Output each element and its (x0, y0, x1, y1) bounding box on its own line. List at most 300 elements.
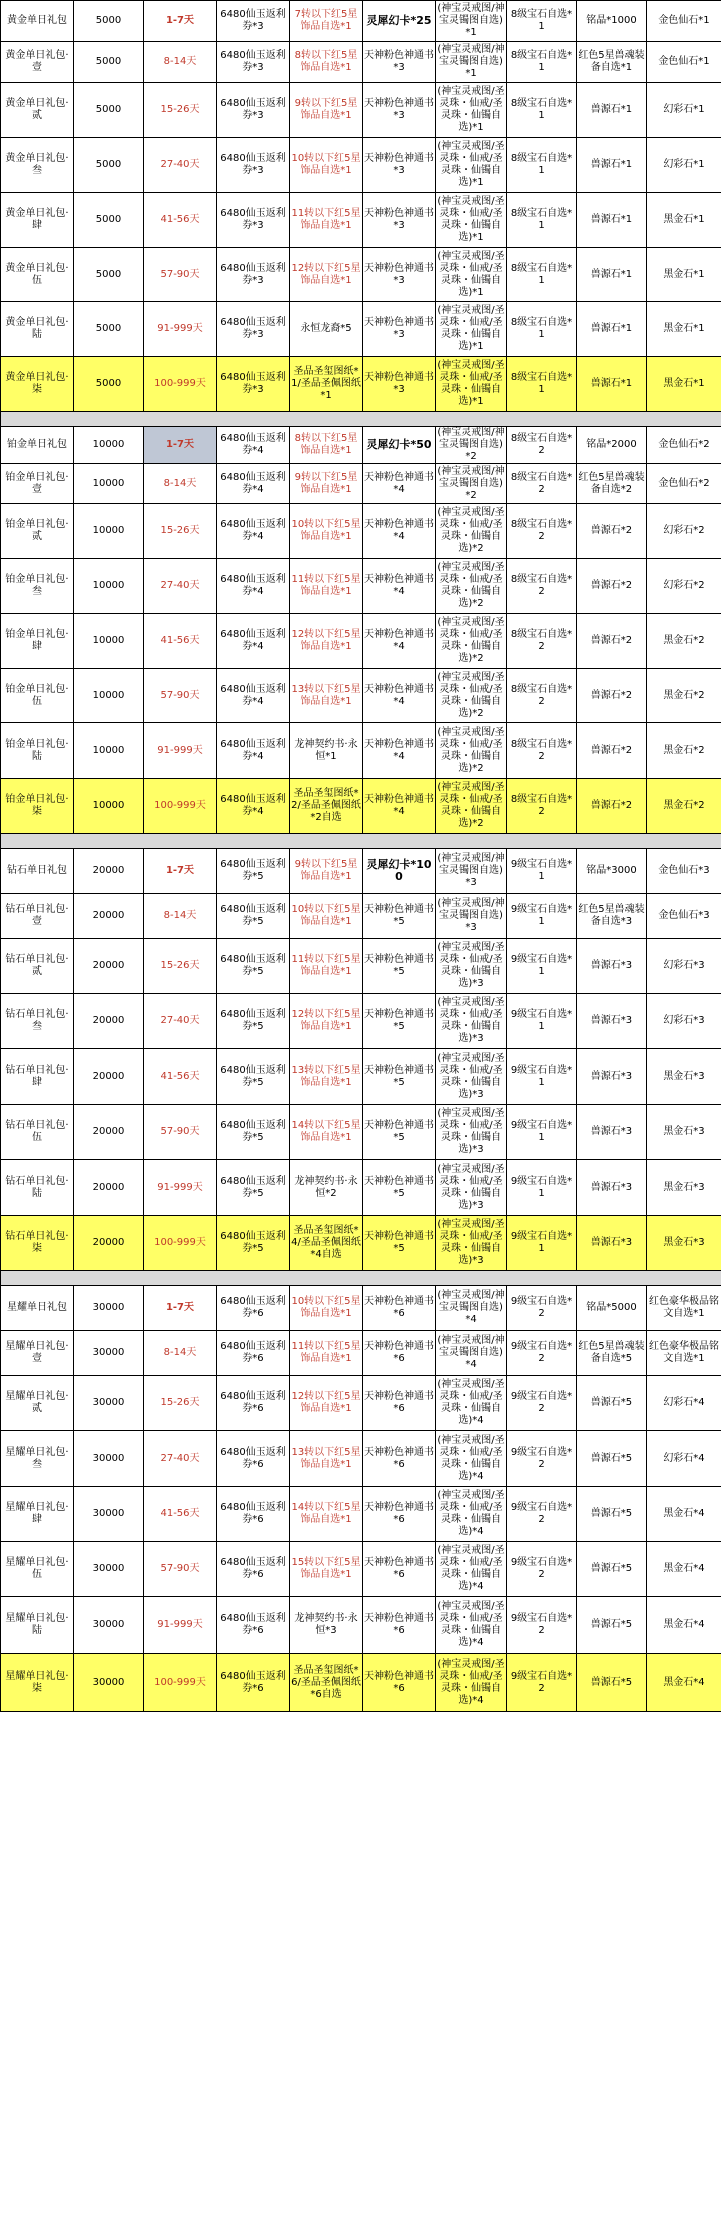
table-row (1, 723, 721, 779)
days-cell: 91-999天 (144, 1160, 217, 1216)
gift-pack-table-body (1, 1, 721, 1712)
material-reward-cell: 兽源石*3 (577, 1160, 647, 1216)
stone-reward-cell: 幻彩石*1 (647, 83, 721, 138)
material-reward-cell: 兽源石*3 (577, 1216, 647, 1271)
material-reward-cell: 兽源石*2 (577, 723, 647, 779)
card-reward-cell: 天神粉色神通书*4 (363, 559, 436, 614)
card-reward-cell: 天神粉色神通书*5 (363, 1049, 436, 1105)
price-cell: 10000 (74, 669, 144, 723)
rebate-voucher-cell: 6480仙玉返利券*6 (217, 1597, 290, 1654)
pack-name-cell: 铂金单日礼包·叁 (1, 559, 74, 614)
rebate-voucher-cell: 6480仙玉返利券*6 (217, 1487, 290, 1542)
rebate-voucher-cell: 6480仙玉返利券*5 (217, 849, 290, 894)
stone-reward-cell: 黑金石*3 (647, 1160, 721, 1216)
pack-name-cell: 钻石单日礼包·柒 (1, 1216, 74, 1271)
price-cell: 20000 (74, 1049, 144, 1105)
treasure-map-cell: (神宝灵戒图/圣灵珠・仙戒/圣灵珠・仙镯自选)*3 (436, 1216, 507, 1271)
gem-reward-cell: 9级宝石自选*2 (507, 1654, 577, 1712)
treasure-map-cell: (神宝灵戒图/神宝灵镯图自选)*4 (436, 1331, 507, 1376)
stone-reward-cell: 金色仙石*2 (647, 427, 721, 464)
price-cell: 30000 (74, 1431, 144, 1487)
material-reward-cell: 铭晶*1000 (577, 1, 647, 42)
material-reward-cell: 红色5星兽魂装备自选*3 (577, 894, 647, 939)
accessory-reward-cell: 11转以下红5星饰品自选*1 (290, 1331, 363, 1376)
table-row (1, 939, 721, 994)
accessory-reward-cell: 15转以下红5星饰品自选*1 (290, 1542, 363, 1597)
accessory-reward-cell: 10转以下红5星饰品自选*1 (290, 1286, 363, 1331)
pack-name-cell: 铂金单日礼包·伍 (1, 669, 74, 723)
days-cell: 15-26天 (144, 1376, 217, 1431)
stone-reward-cell: 幻彩石*4 (647, 1376, 721, 1431)
days-cell: 27-40天 (144, 559, 217, 614)
pack-name-cell: 黄金单日礼包·肆 (1, 193, 74, 248)
price-cell: 5000 (74, 42, 144, 83)
table-row (1, 779, 721, 834)
material-reward-cell: 兽源石*3 (577, 994, 647, 1049)
stone-reward-cell: 幻彩石*4 (647, 1431, 721, 1487)
card-reward-cell: 天神粉色神通书*3 (363, 193, 436, 248)
rebate-voucher-cell: 6480仙玉返利券*4 (217, 669, 290, 723)
card-reward-cell: 天神粉色神通书*5 (363, 1105, 436, 1160)
days-cell: 8-14天 (144, 894, 217, 939)
price-cell: 10000 (74, 723, 144, 779)
table-row (1, 894, 721, 939)
treasure-map-cell: (神宝灵戒图/神宝灵镯图自选)*2 (437, 427, 505, 462)
rebate-voucher-cell: 6480仙玉返利券*6 (217, 1542, 290, 1597)
stone-reward-cell: 黑金石*1 (647, 193, 721, 248)
gem-reward-cell: 9级宝石自选*1 (507, 939, 577, 994)
price-cell: 30000 (74, 1542, 144, 1597)
gem-reward-cell: 9级宝石自选*2 (507, 1487, 577, 1542)
group-separator-row (1, 834, 721, 849)
card-reward-cell: 天神粉色神通书*5 (363, 939, 436, 994)
stone-reward-cell: 幻彩石*3 (647, 994, 721, 1049)
gem-reward-cell: 8级宝石自选*1 (507, 248, 577, 302)
rebate-voucher-cell: 6480仙玉返利券*3 (217, 248, 290, 302)
table-row (1, 1286, 721, 1331)
days-cell: 91-999天 (144, 723, 217, 779)
price-cell: 20000 (74, 1160, 144, 1216)
treasure-map-cell: (神宝灵戒图/圣灵珠・仙戒/圣灵珠・仙镯自选)*2 (436, 559, 507, 614)
material-reward-cell: 兽源石*2 (577, 559, 647, 614)
card-reward-cell: 天神粉色神通书*4 (363, 464, 436, 504)
group-separator-cell (1, 834, 721, 849)
pack-name-cell: 黄金单日礼包·陆 (1, 302, 74, 357)
rebate-voucher-cell: 6480仙玉返利券*3 (217, 1, 290, 42)
stone-reward-cell: 金色仙石*1 (647, 42, 721, 83)
card-reward-cell: 天神粉色神通书*4 (363, 779, 436, 834)
table-row (1, 357, 721, 412)
accessory-reward-cell: 9转以下红5星饰品自选*1 (290, 83, 363, 138)
pack-name-cell: 钻石单日礼包·壹 (1, 894, 74, 939)
card-reward-cell: 天神粉色神通书*5 (363, 894, 436, 939)
price-cell: 20000 (74, 1216, 144, 1271)
rebate-voucher-cell: 6480仙玉返利券*4 (217, 427, 290, 464)
group-separator-cell (1, 412, 721, 427)
material-reward-cell: 红色5星兽魂装备自选*2 (577, 464, 647, 504)
days-cell: 8-14天 (144, 1331, 217, 1376)
stone-reward-cell: 黑金石*2 (647, 614, 721, 669)
price-cell: 30000 (74, 1286, 144, 1331)
stone-reward-cell: 金色仙石*1 (647, 1, 721, 42)
treasure-map-cell: (神宝灵戒图/神宝灵镯图自选)*1 (436, 1, 507, 42)
pack-name-cell: 星耀单日礼包·贰 (1, 1376, 74, 1431)
pack-name-cell: 铂金单日礼包·贰 (1, 504, 74, 559)
material-reward-cell: 兽源石*5 (577, 1487, 647, 1542)
gem-reward-cell: 8级宝石自选*2 (507, 559, 577, 614)
gem-reward-cell: 8级宝石自选*2 (507, 464, 577, 504)
table-row (1, 1597, 721, 1654)
rebate-voucher-cell: 6480仙玉返利券*5 (217, 1049, 290, 1105)
card-reward-cell: 天神粉色神通书*5 (363, 1160, 436, 1216)
card-reward-cell: 天神粉色神通书*5 (363, 994, 436, 1049)
pack-name-cell: 黄金单日礼包·柒 (1, 357, 74, 412)
table-row (1, 559, 721, 614)
price-cell: 20000 (74, 1105, 144, 1160)
price-cell: 20000 (74, 849, 144, 894)
accessory-reward-cell: 圣品圣玺图纸*4/圣品圣佩图纸*4自选 (290, 1216, 363, 1271)
material-reward-cell: 铭晶*3000 (577, 849, 647, 894)
pack-name-cell: 铂金单日礼包·肆 (1, 614, 74, 669)
gem-reward-cell: 8级宝石自选*1 (507, 138, 577, 193)
pack-name-cell: 星耀单日礼包·壹 (1, 1331, 74, 1376)
days-cell: 100-999天 (144, 1216, 217, 1271)
price-cell: 10000 (74, 464, 144, 504)
pack-name-cell: 黄金单日礼包·叁 (1, 138, 74, 193)
gem-reward-cell: 9级宝石自选*2 (507, 1431, 577, 1487)
table-row (1, 42, 721, 83)
pack-name-cell: 黄金单日礼包·伍 (1, 248, 74, 302)
price-cell: 5000 (74, 193, 144, 248)
gem-reward-cell: 9级宝石自选*1 (507, 994, 577, 1049)
treasure-map-cell: (神宝灵戒图/圣灵珠・仙戒/圣灵珠・仙镯自选)*2 (436, 723, 507, 779)
card-reward-cell: 天神粉色神通书*6 (363, 1487, 436, 1542)
group-separator-row (1, 412, 721, 427)
card-reward-cell: 天神粉色神通书*5 (363, 1216, 436, 1271)
table-row (1, 1542, 721, 1597)
accessory-reward-cell: 10转以下红5星饰品自选*1 (290, 894, 363, 939)
material-reward-cell: 兽源石*2 (577, 669, 647, 723)
table-row (1, 1376, 721, 1431)
accessory-reward-cell: 圣品圣玺图纸*1/圣品圣佩图纸*1 (290, 357, 363, 412)
days-cell: 41-56天 (144, 1049, 217, 1105)
material-reward-cell: 兽源石*2 (577, 614, 647, 669)
price-cell: 30000 (74, 1654, 144, 1712)
card-reward-cell: 天神粉色神通书*6 (363, 1597, 436, 1654)
rebate-voucher-cell: 6480仙玉返利券*3 (217, 302, 290, 357)
gem-reward-cell: 8级宝石自选*1 (507, 357, 577, 412)
accessory-reward-cell: 11转以下红5星饰品自选*1 (290, 559, 363, 614)
gem-reward-cell: 8级宝石自选*2 (507, 614, 577, 669)
treasure-map-cell: (神宝灵戒图/圣灵珠・仙戒/圣灵珠・仙镯自选)*1 (436, 193, 507, 248)
accessory-reward-cell: 11转以下红5星饰品自选*1 (290, 193, 363, 248)
rebate-voucher-cell: 6480仙玉返利券*4 (217, 779, 290, 834)
gem-reward-cell: 9级宝石自选*2 (507, 1376, 577, 1431)
days-cell: 91-999天 (144, 1597, 217, 1654)
card-reward-cell: 天神粉色神通书*6 (363, 1331, 436, 1376)
card-reward-cell: 天神粉色神通书*3 (363, 248, 436, 302)
table-row (1, 464, 721, 504)
treasure-map-cell: (神宝灵戒图/圣灵珠・仙戒/圣灵珠・仙镯自选)*4 (436, 1597, 507, 1654)
material-reward-cell: 兽源石*5 (577, 1597, 647, 1654)
treasure-map-cell: (神宝灵戒图/圣灵珠・仙戒/圣灵珠・仙镯自选)*3 (436, 1105, 507, 1160)
stone-reward-cell: 黑金石*1 (647, 357, 721, 412)
treasure-map-cell: (神宝灵戒图/圣灵珠・仙戒/圣灵珠・仙镯自选)*2 (436, 669, 507, 723)
gem-reward-cell: 9级宝石自选*1 (507, 849, 577, 894)
gem-reward-cell: 8级宝石自选*2 (507, 504, 577, 559)
card-reward-cell: 天神粉色神通书*3 (363, 138, 436, 193)
accessory-reward-cell: 圣品圣玺图纸*6/圣品圣佩图纸*6自选 (290, 1654, 363, 1712)
stone-reward-cell: 黑金石*3 (647, 1105, 721, 1160)
card-reward-cell: 灵犀幻卡*100 (363, 849, 436, 894)
accessory-reward-cell: 10转以下红5星饰品自选*1 (290, 138, 363, 193)
material-reward-cell: 兽源石*3 (577, 939, 647, 994)
accessory-reward-cell: 10转以下红5星饰品自选*1 (290, 504, 363, 559)
card-reward-cell: 天神粉色神通书*3 (363, 42, 436, 83)
rebate-voucher-cell: 6480仙玉返利券*3 (217, 42, 290, 83)
table-row (1, 427, 721, 464)
days-cell: 41-56天 (144, 193, 217, 248)
table-row (1, 504, 721, 559)
days-cell: 27-40天 (144, 994, 217, 1049)
stone-reward-cell: 黑金石*2 (647, 669, 721, 723)
stone-reward-cell: 幻彩石*3 (647, 939, 721, 994)
material-reward-cell: 铭晶*2000 (577, 427, 647, 464)
accessory-reward-cell: 9转以下红5星饰品自选*1 (290, 464, 363, 504)
card-reward-cell: 天神粉色神通书*6 (363, 1542, 436, 1597)
price-cell: 30000 (74, 1331, 144, 1376)
stone-reward-cell: 黑金石*2 (647, 723, 721, 779)
accessory-reward-cell: 永恒龙裔*5 (290, 302, 363, 357)
accessory-reward-cell: 8转以下红5星饰品自选*1 (290, 42, 363, 83)
gem-reward-cell: 8级宝石自选*1 (507, 302, 577, 357)
gem-reward-cell: 8级宝石自选*2 (507, 669, 577, 723)
price-cell: 5000 (74, 1, 144, 42)
card-reward-cell: 天神粉色神通书*4 (363, 723, 436, 779)
rebate-voucher-cell: 6480仙玉返利券*3 (217, 83, 290, 138)
days-cell: 15-26天 (144, 939, 217, 994)
days-cell: 27-40天 (144, 138, 217, 193)
material-reward-cell: 兽源石*2 (577, 779, 647, 834)
stone-reward-cell: 黑金石*4 (647, 1487, 721, 1542)
material-reward-cell: 兽源石*1 (577, 248, 647, 302)
days-cell: 15-26天 (144, 83, 217, 138)
price-cell: 20000 (74, 939, 144, 994)
treasure-map-cell: (神宝灵戒图/圣灵珠・仙戒/圣灵珠・仙镯自选)*3 (436, 994, 507, 1049)
rebate-voucher-cell: 6480仙玉返利券*4 (217, 504, 290, 559)
rebate-voucher-cell: 6480仙玉返利券*5 (217, 994, 290, 1049)
treasure-map-cell: (神宝灵戒图/神宝灵镯图自选)*1 (436, 42, 507, 83)
price-cell: 5000 (74, 248, 144, 302)
table-row (1, 248, 721, 302)
gem-reward-cell: 9级宝石自选*1 (507, 1160, 577, 1216)
rebate-voucher-cell: 6480仙玉返利券*5 (217, 1160, 290, 1216)
stone-reward-cell: 黑金石*4 (647, 1542, 721, 1597)
pack-name-cell: 星耀单日礼包·肆 (1, 1487, 74, 1542)
material-reward-cell: 兽源石*1 (577, 83, 647, 138)
days-cell: 57-90天 (144, 1542, 217, 1597)
material-reward-cell: 兽源石*5 (577, 1654, 647, 1712)
treasure-map-cell: (神宝灵戒图/圣灵珠・仙戒/圣灵珠・仙镯自选)*4 (436, 1431, 507, 1487)
treasure-map-cell: (神宝灵戒图/圣灵珠・仙戒/圣灵珠・仙镯自选)*3 (436, 939, 507, 994)
stone-reward-cell: 红色豪华极品铭文自选*1 (647, 1331, 721, 1376)
rebate-voucher-cell: 6480仙玉返利券*3 (217, 193, 290, 248)
gem-reward-cell: 9级宝石自选*2 (507, 1542, 577, 1597)
group-separator-row (1, 1271, 721, 1286)
treasure-map-cell: (神宝灵戒图/神宝灵镯图自选)*4 (436, 1286, 507, 1331)
price-cell: 5000 (74, 302, 144, 357)
days-cell: 1-7天 (144, 427, 217, 464)
material-reward-cell: 兽源石*1 (577, 193, 647, 248)
price-cell: 5000 (74, 83, 144, 138)
table-row (1, 1049, 721, 1105)
material-reward-cell: 兽源石*1 (577, 138, 647, 193)
days-cell: 27-40天 (144, 1431, 217, 1487)
card-reward-cell: 天神粉色神通书*4 (363, 504, 436, 559)
rebate-voucher-cell: 6480仙玉返利券*5 (217, 1216, 290, 1271)
gem-reward-cell: 8级宝石自选*1 (507, 193, 577, 248)
price-cell: 5000 (74, 357, 144, 412)
table-row (1, 1, 721, 42)
table-row (1, 302, 721, 357)
material-reward-cell: 红色5星兽魂装备自选*1 (577, 42, 647, 83)
table-row (1, 193, 721, 248)
days-cell: 100-999天 (144, 357, 217, 412)
pack-name-cell: 钻石单日礼包·叁 (1, 994, 74, 1049)
table-row (1, 1160, 721, 1216)
table-row (1, 83, 721, 138)
days-cell: 1-7天 (144, 1, 217, 42)
days-cell: 91-999天 (144, 302, 217, 357)
stone-reward-cell: 黑金石*2 (647, 779, 721, 834)
price-cell: 10000 (74, 504, 144, 559)
stone-reward-cell: 幻彩石*2 (647, 504, 721, 559)
material-reward-cell: 兽源石*3 (577, 1049, 647, 1105)
price-cell: 10000 (74, 559, 144, 614)
treasure-map-cell: (神宝灵戒图/圣灵珠・仙戒/圣灵珠・仙镯自选)*4 (436, 1376, 507, 1431)
treasure-map-cell: (神宝灵戒图/圣灵珠・仙戒/圣灵珠・仙镯自选)*1 (436, 302, 507, 357)
table-row (1, 1216, 721, 1271)
price-cell: 30000 (74, 1487, 144, 1542)
rebate-voucher-cell: 6480仙玉返利券*4 (217, 559, 290, 614)
card-reward-cell: 天神粉色神通书*4 (363, 669, 436, 723)
pack-name-cell: 钻石单日礼包·肆 (1, 1049, 74, 1105)
accessory-reward-cell: 13转以下红5星饰品自选*1 (290, 1049, 363, 1105)
group-separator-cell (1, 1271, 721, 1286)
accessory-reward-cell: 9转以下红5星饰品自选*1 (290, 849, 363, 894)
treasure-map-cell: (神宝灵戒图/圣灵珠・仙戒/圣灵珠・仙镯自选)*1 (436, 357, 507, 412)
treasure-map-cell: (神宝灵戒图/圣灵珠・仙戒/圣灵珠・仙镯自选)*2 (436, 504, 507, 559)
table-row (1, 669, 721, 723)
treasure-map-cell: (神宝灵戒图/圣灵珠・仙戒/圣灵珠・仙镯自选)*1 (436, 138, 507, 193)
table-row (1, 1487, 721, 1542)
gem-reward-cell: 8级宝石自选*2 (507, 427, 577, 464)
material-reward-cell: 兽源石*1 (577, 302, 647, 357)
card-reward-cell: 天神粉色神通书*4 (363, 614, 436, 669)
table-row (1, 614, 721, 669)
gem-reward-cell: 8级宝石自选*1 (507, 1, 577, 42)
days-cell: 8-14天 (144, 42, 217, 83)
pack-name-cell: 星耀单日礼包·陆 (1, 1597, 74, 1654)
card-reward-cell: 天神粉色神通书*3 (363, 302, 436, 357)
accessory-reward-cell: 圣品圣玺图纸*2/圣品圣佩图纸*2自选 (290, 779, 363, 834)
material-reward-cell: 红色5星兽魂装备自选*5 (577, 1331, 647, 1376)
rebate-voucher-cell: 6480仙玉返利券*4 (217, 614, 290, 669)
card-reward-cell: 天神粉色神通书*6 (363, 1431, 436, 1487)
material-reward-cell: 兽源石*5 (577, 1542, 647, 1597)
days-cell: 15-26天 (144, 504, 217, 559)
gem-reward-cell: 8级宝石自选*2 (507, 779, 577, 834)
table-row (1, 1105, 721, 1160)
price-cell: 30000 (74, 1597, 144, 1654)
pack-name-cell: 铂金单日礼包·壹 (1, 464, 74, 504)
days-cell: 1-7天 (144, 849, 217, 894)
card-reward-cell: 天神粉色神通书*6 (363, 1286, 436, 1331)
rebate-voucher-cell: 6480仙玉返利券*5 (217, 894, 290, 939)
rebate-voucher-cell: 6480仙玉返利券*6 (217, 1286, 290, 1331)
price-cell: 10000 (74, 779, 144, 834)
rebate-voucher-cell: 6480仙玉返利券*4 (217, 723, 290, 779)
stone-reward-cell: 黑金石*3 (647, 1216, 721, 1271)
days-cell: 41-56天 (144, 614, 217, 669)
days-cell: 100-999天 (144, 1654, 217, 1712)
pack-name-cell: 钻石单日礼包·伍 (1, 1105, 74, 1160)
pack-name-cell: 星耀单日礼包·柒 (1, 1654, 74, 1712)
card-reward-cell: 灵犀幻卡*50 (363, 427, 436, 464)
days-cell: 57-90天 (144, 248, 217, 302)
stone-reward-cell: 金色仙石*3 (647, 849, 721, 894)
accessory-reward-cell: 龙神契约书·永恒*1 (290, 723, 363, 779)
pack-name-cell: 钻石单日礼包 (1, 849, 74, 894)
gem-reward-cell: 9级宝石自选*2 (507, 1286, 577, 1331)
gem-reward-cell: 8级宝石自选*2 (507, 723, 577, 779)
rebate-voucher-cell: 6480仙玉返利券*6 (217, 1331, 290, 1376)
pack-name-cell: 钻石单日礼包·贰 (1, 939, 74, 994)
material-reward-cell: 铭晶*5000 (577, 1286, 647, 1331)
card-reward-cell: 灵犀幻卡*25 (363, 1, 436, 42)
card-reward-cell: 天神粉色神通书*3 (363, 357, 436, 412)
treasure-map-cell: (神宝灵戒图/圣灵珠・仙戒/圣灵珠・仙镯自选)*2 (436, 779, 507, 834)
treasure-map-cell: (神宝灵戒图/圣灵珠・仙戒/圣灵珠・仙镯自选)*2 (436, 614, 507, 669)
stone-reward-cell: 黑金石*4 (647, 1654, 721, 1712)
card-reward-cell: 天神粉色神通书*6 (363, 1654, 436, 1712)
pack-name-cell: 钻石单日礼包·陆 (1, 1160, 74, 1216)
table-row (1, 1431, 721, 1487)
accessory-reward-cell: 12转以下红5星饰品自选*1 (290, 248, 363, 302)
pack-name-cell: 星耀单日礼包·伍 (1, 1542, 74, 1597)
accessory-reward-cell: 12转以下红5星饰品自选*1 (290, 614, 363, 669)
rebate-voucher-cell: 6480仙玉返利券*3 (217, 138, 290, 193)
accessory-reward-cell: 龙神契约书·永恒*3 (290, 1597, 363, 1654)
gem-reward-cell: 9级宝石自选*1 (507, 1216, 577, 1271)
material-reward-cell: 兽源石*5 (577, 1376, 647, 1431)
table-row (1, 138, 721, 193)
stone-reward-cell: 黑金石*1 (647, 302, 721, 357)
card-reward-cell: 天神粉色神通书*6 (363, 1376, 436, 1431)
pack-name-cell: 黄金单日礼包·贰 (1, 83, 74, 138)
pack-name-cell: 铂金单日礼包·陆 (1, 723, 74, 779)
accessory-reward-cell: 龙神契约书·永恒*2 (290, 1160, 363, 1216)
table-row (1, 849, 721, 894)
stone-reward-cell: 幻彩石*1 (647, 138, 721, 193)
pack-name-cell: 黄金单日礼包·壹 (1, 42, 74, 83)
table-row (1, 994, 721, 1049)
stone-reward-cell: 黑金石*3 (647, 1049, 721, 1105)
treasure-map-cell: (神宝灵戒图/圣灵珠・仙戒/圣灵珠・仙镯自选)*3 (436, 1160, 507, 1216)
material-reward-cell: 兽源石*2 (577, 504, 647, 559)
rebate-voucher-cell: 6480仙玉返利券*4 (217, 464, 290, 504)
treasure-map-cell: (神宝灵戒图/圣灵珠・仙戒/圣灵珠・仙镯自选)*1 (436, 83, 507, 138)
